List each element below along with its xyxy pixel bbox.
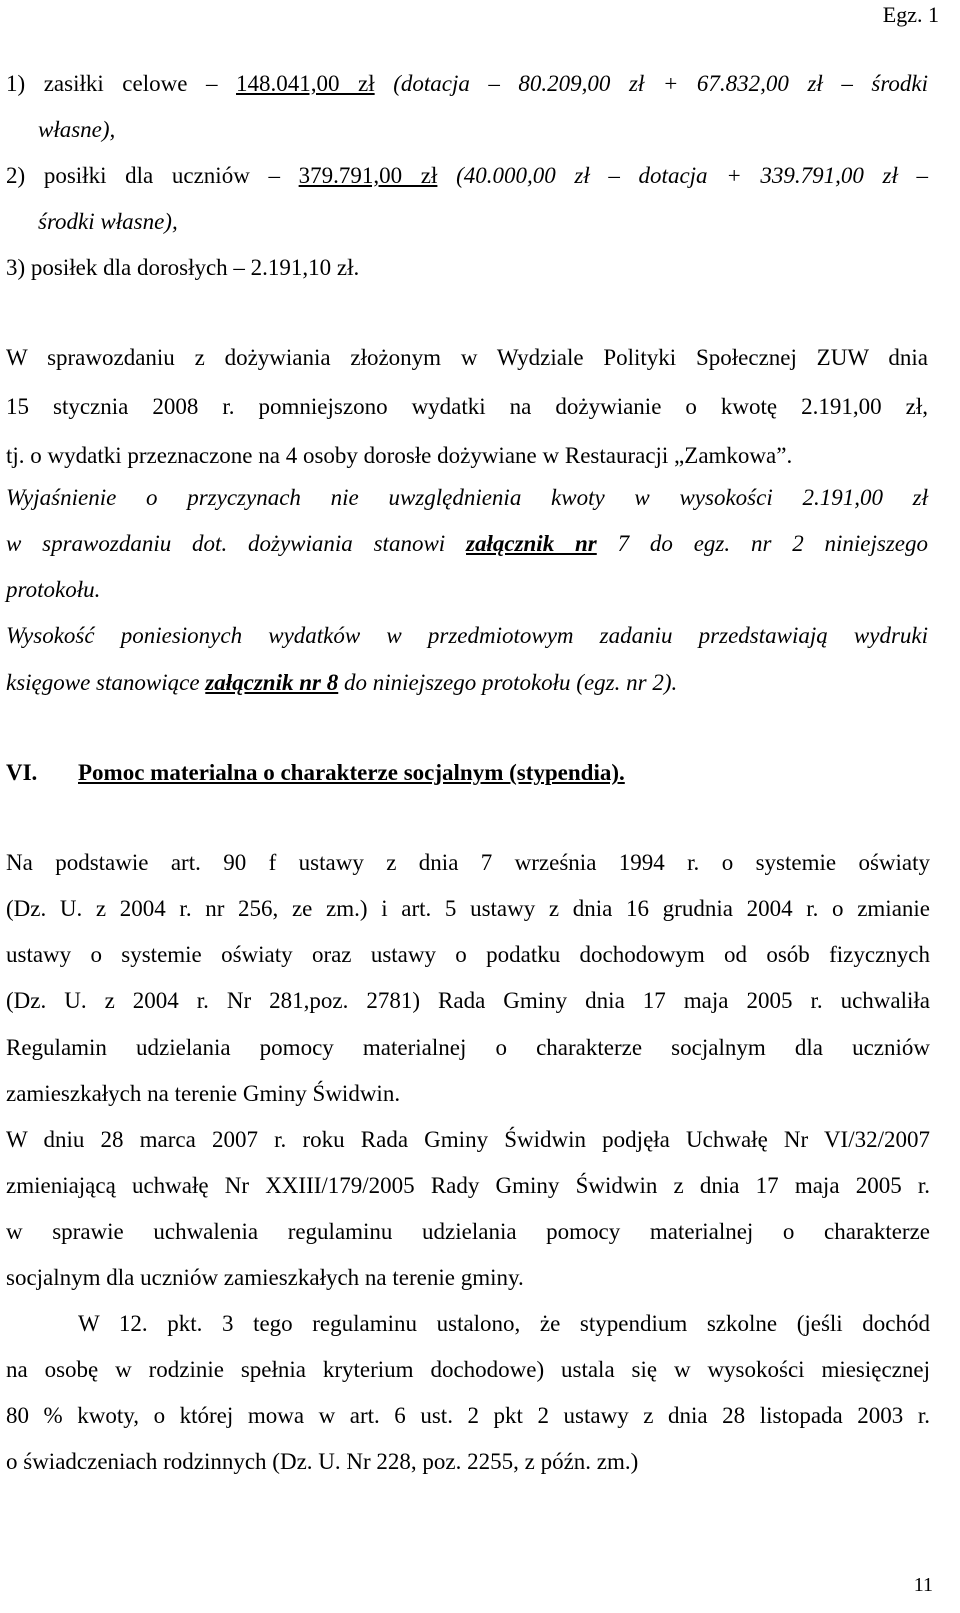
section-title: Pomoc materialna o charakterze socjalnym (stypendia). xyxy=(78,760,625,785)
paragraph-line: socjalnym dla uczniów zamieszkałych na terenie gminy. xyxy=(6,1265,524,1290)
paragraph-line: w sprawie uchwalenia regulaminu udzielania pomocy materialnej o charakterze xyxy=(6,1219,930,1244)
page-number: 11 xyxy=(913,1574,933,1596)
paragraph-line: Regulamin udzielania pomocy materialnej o charakterze socjalnym dla uczniów xyxy=(6,1035,930,1060)
paragraph-line: na osobę w rodzinie spełnia kryterium dochodowe) ustala się w wysokości miesięcznej xyxy=(6,1357,930,1382)
paragraph-line: Na podstawie art. 90 f ustawy z dnia 7 września 1994 r. o systemie oświaty xyxy=(6,850,930,875)
costs-line: Wysokość poniesionych wydatków w przedmiotowym zadaniu przedstawiają wydruki xyxy=(6,623,928,648)
explanation-line: Wyjaśnienie o przyczynach nie uwzględnienia kwoty w wysokości 2.191,00 zł xyxy=(6,485,928,510)
paragraph-line: zamieszkałych na terenie Gminy Świdwin. xyxy=(6,1081,401,1106)
paragraph-line: W dniu 28 marca 2007 r. roku Rada Gminy Świdwin podjęła Uchwałę Nr VI/32/2007 xyxy=(6,1127,930,1152)
report-line: tj. o wydatki przeznaczone na 4 osoby dorosłe dożywiane w Restauracji „Zamkowa”. xyxy=(6,443,793,468)
paragraph-line: (Dz. U. z 2004 r. nr 256, ze zm.) i art. 5 ustawy z dnia 16 grudnia 2004 r. o zmianie xyxy=(6,896,930,921)
list-item-2-continuation: środki własne), xyxy=(38,209,178,234)
copy-number: Egz. 1 xyxy=(882,2,939,27)
list-item-2-number: 2) xyxy=(6,163,26,188)
attachment-ref: załącznik nr xyxy=(466,531,597,556)
paragraph-line: o świadczeniach rodzinnych (Dz. U. Nr 228, poz. 2255, z późn. zm.) xyxy=(6,1449,639,1474)
list-item-3-number: 3) xyxy=(6,255,26,280)
list-item-1-continuation: własne), xyxy=(38,117,116,142)
report-line: 15 stycznia 2008 r. pomniejszono wydatki na dożywianie o kwotę 2.191,00 zł, xyxy=(6,394,928,419)
section-number: VI. xyxy=(6,760,38,785)
paragraph-line: (Dz. U. z 2004 r. Nr 281,poz. 2781) Rada Gminy dnia 17 maja 2005 r. uchwaliła xyxy=(6,988,930,1013)
paragraph-line: 80 % kwoty, o której mowa w art. 6 ust. 2 pkt 2 ustawy z dnia 28 listopada 2003 r. xyxy=(6,1403,930,1428)
costs-line: księgowe stanowiące załącznik nr 8 do niniejszego protokołu (egz. nr 2). xyxy=(6,670,678,695)
list-item-3: 3) posiłek dla dorosłych – 2.191,10 zł. xyxy=(6,255,360,280)
list-item-1: 1) zasiłki celowe – 148.041,00 zł (dotacja – 80.209,00 zł + 67.832,00 zł – środki xyxy=(6,71,929,96)
amount: 379.791,00 zł xyxy=(298,163,438,188)
list-item-2: 2) posiłki dla uczniów – 379.791,00 zł (40.000,00 zł – dotacja + 339.791,00 zł – xyxy=(6,163,929,188)
paragraph-line: ustawy o systemie oświaty oraz ustawy o podatku dochodowym od osób fizycznych xyxy=(6,942,930,967)
list-item-1-number: 1) xyxy=(6,71,26,96)
paragraph-line: W 12. pkt. 3 tego regulaminu ustalono, że stypendium szkolne (jeśli dochód xyxy=(78,1311,930,1336)
section-heading xyxy=(6,759,906,789)
amount: 148.041,00 zł xyxy=(236,71,375,96)
explanation-line: protokołu. xyxy=(6,577,101,602)
attachment-ref: załącznik nr 8 xyxy=(205,670,339,695)
report-line: W sprawozdaniu z dożywiania złożonym w Wydziale Polityki Społecznej ZUW dnia xyxy=(6,345,928,370)
explanation-line: w sprawozdaniu dot. dożywiania stanowi załącznik nr 7 do egz. nr 2 niniejszego xyxy=(6,531,929,556)
paragraph-line: zmieniającą uchwałę Nr XXIII/179/2005 Rady Gminy Świdwin z dnia 17 maja 2005 r. xyxy=(6,1173,930,1198)
